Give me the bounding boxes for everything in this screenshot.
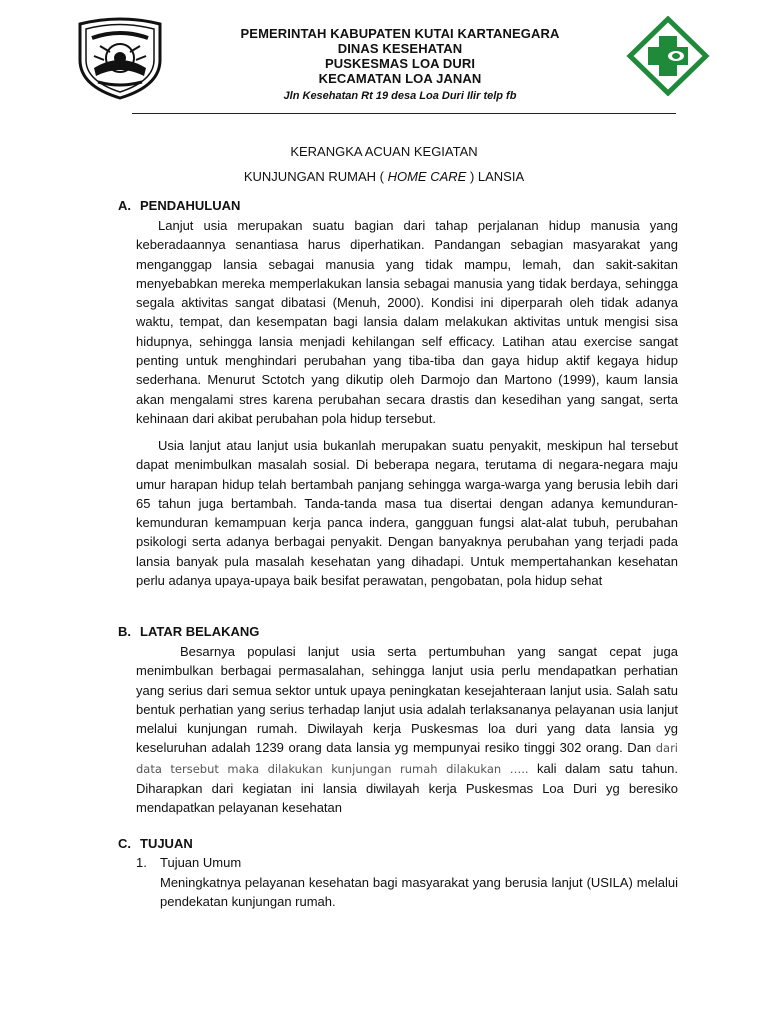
letterhead — [180, 26, 620, 103]
subtitle-italic: HOME CARE — [387, 169, 467, 184]
section-b-heading — [118, 624, 259, 639]
section-c-title: TUJUAN — [140, 836, 193, 851]
letterhead-line-2: DINAS KESEHATAN — [337, 41, 463, 56]
puskesmas-cross-logo — [626, 16, 710, 96]
section-b-title: LATAR BELAKANG — [140, 624, 260, 639]
section-a-paragraph-1: Lanjut usia merupakan suatu bagian dari tahap perjalanan hidup manusia yang keberadaannya senantiasa harus diperhatikan. Pandangan sebagian masyarakat yang menganggap lansia sebagai manusia yang tidak mampu, lemah, dan sakit-sakitan menyebabkan mereka memperlakukan lansia sebagai manusia yang tidak berdaya, sehingga segala aktivitas sangat dibatasi (Menuh, 2000). Kondisi ini diperparah oleh tidak adanya waktu, tempat, dan kesempatan bagi lansia dalam melakukan aktivitas untuk mengisi sisa hidupnya, sehingga lansia menjadi kehilangan self efficacy. Latihan atau exercise sangat penting untuk menghindari perubahan yang tiba-tiba dan gaya hidup aktif kegaya hidup sederhana. Menurut Sctotch yang dikutip oleh Darmojo dan Martono (1999), kaum lansia akan mengalami stres karena perubahan secara drastis dan kesedihan yang sangat, serta kehinaan dari akibat perubahan pola hidup tersebut. — [136, 218, 678, 426]
regency-seal-logo — [74, 16, 166, 100]
section-c-letter: C. — [118, 836, 131, 851]
section-a-paragraph-2: Usia lanjut atau lanjut usia bukanlah merupakan suatu penyakit, meskipun hal tersebut dapat menimbulkan masalah sosial. Di beberapa negara, terutama di negara-negara maju umur harapan hidup telah bertambah panjang sehingga warga-warga yang berusia lebih dari 65 tahun juga bertambah. Tanda-tanda masa tua disertai dengan adanya kemunduran-kemunduran kemampuan kerja panca indera, gangguan fungsi alat-alat tubuh, perubahan psikologi serta adanya berbagai penyakit. Dengan banyaknya perubahan yang terjadi pada lansia banyak pula masalah kesehatan yang dihadapi. Untuk mempertahankan kesehatan perlu adanya upaya-upaya baik besifat perawatan, pengobatan, pola hidup sehat — [136, 438, 678, 589]
letterhead-line-1: PEMERINTAH KABUPATEN KUTAI KARTANEGARA — [240, 26, 560, 41]
letterhead-address: Jln Kesehatan Rt 19 desa Loa Duri Ilir telp fb — [283, 90, 517, 102]
letterhead-divider — [132, 113, 676, 114]
section-c-heading — [118, 836, 193, 851]
section-b-text-end: kali dalam satu tahun. Diharapkan dari kegiatan ini lansia diwilayah kerja Puskesmas Loa Duri yg beresiko mendapatkan pelayanan kesehatan — [136, 760, 678, 816]
list-item-title: Tujuan Umum — [160, 855, 242, 870]
section-b-letter: B. — [118, 624, 131, 639]
section-a-heading — [118, 198, 240, 213]
section-b-text-main: Besarnya populasi lanjut usia serta pertumbuhan yang sangat cepat juga menimbulkan berbagai permasalahan, sehingga lanjut usia perlu mendapatkan perhatian yang serius dari semua sektor untuk upaya peningkatan kesejahteraan lanjut usia. Salah satu bentuk perhatian yang serius terhadap lanjut usia adalah terlaksananya pelayanan usia lanjut melalui kunjungan rumah. Diwilayah kerja Puskesmas loa duri yang data lansia yg keseluruhan adalah 1239 orang data lansia yg mempunyai resiko tinggi 302 orang. Dan — [136, 644, 678, 756]
subtitle-suffix: ) LANSIA — [466, 169, 525, 184]
document-subtitle — [0, 169, 768, 184]
letterhead-line-3: PUSKESMAS LOA DURI — [324, 56, 476, 71]
letterhead-line-4: KECAMATAN LOA JANAN — [318, 71, 482, 86]
section-a-title: PENDAHULUAN — [140, 198, 241, 213]
document-title: KERANGKA ACUAN KEGIATAN — [290, 144, 478, 159]
subtitle-prefix: KUNJUNGAN RUMAH ( — [243, 169, 388, 184]
list-item-number: 1. — [136, 855, 147, 870]
section-a-letter: A. — [118, 198, 131, 213]
section-b-text-light: dari data tersebut maka dilakukan kunjungan rumah dilakukan ….. — [136, 741, 678, 776]
list-item-body: Meningkatnya pelayanan kesehatan bagi masyarakat yang berusia lanjut (USILA) melalui pendekatan kunjungan rumah. — [160, 875, 678, 910]
section-b-paragraph — [136, 642, 678, 818]
